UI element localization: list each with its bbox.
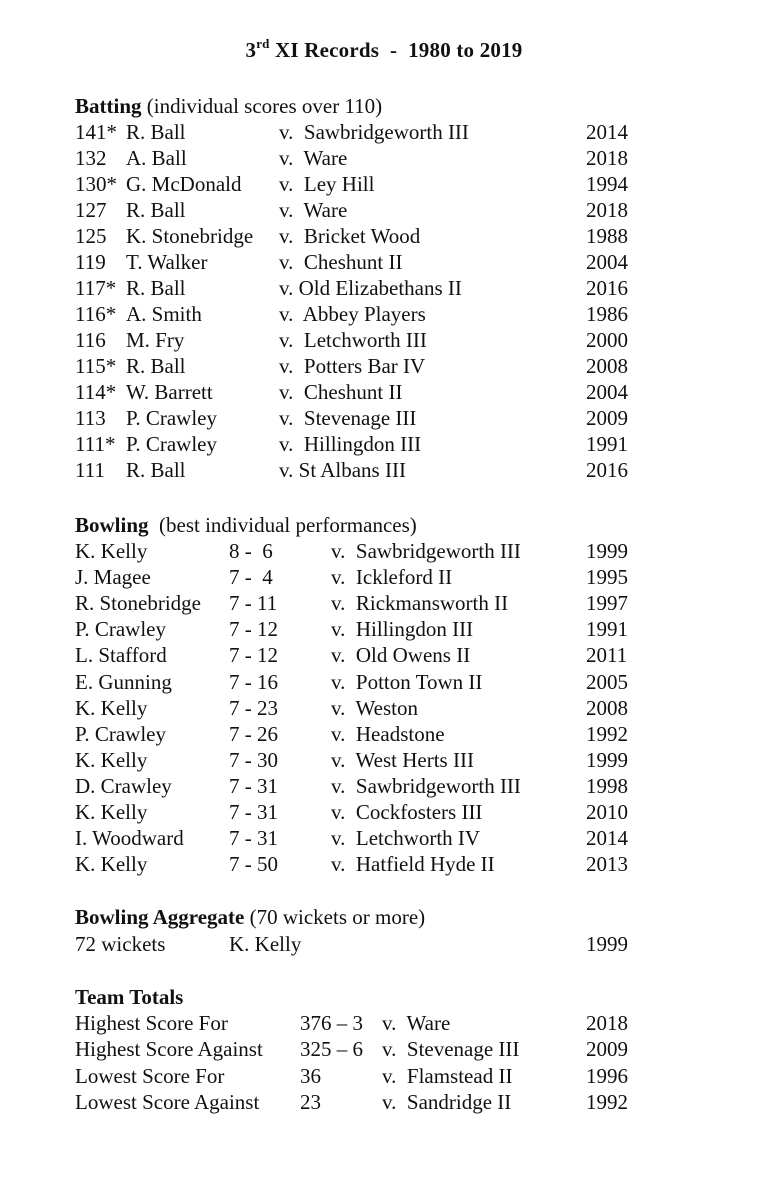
bowl-row <box>0 722 768 748</box>
bowl-name: K. Kelly <box>75 852 148 877</box>
bowl-year: 1991 <box>586 617 628 642</box>
bowl-name: L. Stafford <box>75 643 167 668</box>
bat-name: R. Ball <box>126 458 186 482</box>
bowl-name: P. Crawley <box>75 617 166 642</box>
bowl-year: 2005 <box>586 669 628 694</box>
batting-heading-label: Batting <box>75 94 142 118</box>
bowl-name: K. Kelly <box>75 800 148 824</box>
bowl-name: I. Woodward <box>75 826 184 851</box>
title-ordinal: rd <box>256 36 270 51</box>
bowling-heading-label: Bowling <box>75 513 149 537</box>
bowl-year: 1999 <box>586 539 628 563</box>
bowl-opp: v. Sawbridgeworth III <box>331 539 521 563</box>
team-label: Highest Score Against <box>75 1037 263 1062</box>
bat-year: 2004 <box>586 250 628 274</box>
bowl-figs: 8 - 6 <box>229 539 273 563</box>
bowl-figs: 7 - 12 <box>229 643 278 668</box>
bat-score: 125 <box>75 224 107 248</box>
bowling-heading <box>75 513 417 538</box>
aggregate-heading-label: Bowling Aggregate <box>75 905 245 929</box>
aggregate-heading <box>75 905 425 930</box>
bat-row <box>0 432 768 458</box>
bat-year: 1994 <box>586 172 628 196</box>
bat-opp: v. Sawbridgeworth III <box>279 120 469 144</box>
bat-opp: v. Ware <box>279 198 348 222</box>
bowl-name: K. Kelly <box>75 747 148 772</box>
bowl-figs: 7 - 31 <box>229 800 278 824</box>
bat-score: 127 <box>75 198 107 222</box>
bat-name: R. Ball <box>126 354 186 378</box>
bowl-name: D. Crawley <box>75 773 172 798</box>
bowl-opp: v. Cockfosters III <box>331 800 483 824</box>
bowl-row <box>0 670 768 696</box>
bat-opp: v. Ware <box>279 146 348 170</box>
bowl-opp: v. Weston <box>331 695 418 720</box>
bat-row <box>0 380 768 406</box>
bowl-row <box>0 826 768 852</box>
bat-row <box>0 250 768 276</box>
bowl-year: 1999 <box>586 747 628 772</box>
bat-name: A. Ball <box>126 146 187 170</box>
bowl-year: 2013 <box>586 852 628 877</box>
bowl-row <box>0 696 768 722</box>
bowl-figs: 7 - 11 <box>229 591 278 616</box>
team-opp: v. Ware <box>382 1011 451 1035</box>
bat-row <box>0 172 768 198</box>
team-totals-heading <box>75 985 183 1010</box>
agg-wkts: 72 wickets <box>75 932 166 956</box>
bat-year: 2016 <box>586 276 628 300</box>
team-totals-heading-label: Team Totals <box>75 985 184 1009</box>
batting-subheading: (individual scores over 110) <box>141 94 383 118</box>
bowling-subheading: (best individual performances) <box>148 513 417 537</box>
bowl-opp: v. Rickmansworth II <box>331 591 509 616</box>
bowl-year: 1992 <box>586 721 628 746</box>
bat-opp: v. Letchworth III <box>279 328 427 352</box>
team-score: 36 <box>300 1063 321 1088</box>
bat-year: 2018 <box>586 198 628 222</box>
bat-score: 114* <box>75 380 117 404</box>
bat-row <box>0 406 768 432</box>
agg-row <box>0 932 768 958</box>
batting-heading <box>75 94 382 119</box>
bat-name: T. Walker <box>126 250 208 274</box>
bat-score: 117* <box>75 276 117 300</box>
bowl-name: K. Kelly <box>75 695 148 720</box>
bat-row <box>0 354 768 380</box>
bowl-name: R. Stonebridge <box>75 591 201 616</box>
bat-row <box>0 458 768 484</box>
bowl-row <box>0 774 768 800</box>
page-title <box>0 38 768 63</box>
bowl-year: 2014 <box>586 826 628 851</box>
bat-opp: v. Abbey Players <box>279 302 426 326</box>
bat-row <box>0 146 768 172</box>
bat-score: 111 <box>75 458 105 482</box>
bowl-figs: 7 - 31 <box>229 773 278 798</box>
bat-opp: v. Ley Hill <box>279 172 375 196</box>
bat-year: 1991 <box>586 432 628 456</box>
bat-score: 119 <box>75 250 106 274</box>
bat-score: 116* <box>75 302 117 326</box>
bat-score: 132 <box>75 146 107 170</box>
bowl-year: 1995 <box>586 565 628 590</box>
bat-name: W. Barrett <box>126 380 213 404</box>
bowl-opp: v. Letchworth IV <box>331 826 481 851</box>
bowl-opp: v. Potton Town II <box>331 669 483 694</box>
bowl-year: 2011 <box>586 643 628 668</box>
bowl-row <box>0 565 768 591</box>
bowl-figs: 7 - 23 <box>229 695 278 720</box>
team-year: 2009 <box>586 1037 628 1062</box>
bat-row <box>0 224 768 250</box>
bat-opp: v. Hillingdon III <box>279 432 422 456</box>
agg-year: 1999 <box>586 932 628 956</box>
bat-name: G. McDonald <box>126 172 242 196</box>
team-score: 325 – 6 <box>300 1037 363 1062</box>
bowl-figs: 7 - 31 <box>229 826 278 851</box>
team-label: Highest Score For <box>75 1011 228 1035</box>
bat-year: 2018 <box>586 146 628 170</box>
bat-opp: v. Old Elizabethans II <box>279 276 462 300</box>
bat-opp: v. Bricket Wood <box>279 224 421 248</box>
bat-name: K. Stonebridge <box>126 224 254 248</box>
bat-row <box>0 198 768 224</box>
team-row <box>0 1037 768 1063</box>
team-opp: v. Sandridge II <box>382 1089 512 1114</box>
bowl-name: K. Kelly <box>75 539 148 563</box>
bowl-row <box>0 748 768 774</box>
bowl-figs: 7 - 12 <box>229 617 278 642</box>
bowl-row <box>0 617 768 643</box>
bowl-name: P. Crawley <box>75 721 166 746</box>
bowl-opp: v. Hillingdon III <box>331 617 474 642</box>
bat-year: 2014 <box>586 120 628 144</box>
team-year: 2018 <box>586 1011 628 1035</box>
bowl-name: E. Gunning <box>75 669 172 694</box>
bat-opp: v. St Albans III <box>279 458 406 482</box>
team-opp: v. Flamstead II <box>382 1063 513 1088</box>
bowl-figs: 7 - 4 <box>229 565 273 590</box>
bowl-figs: 7 - 50 <box>229 852 278 877</box>
bat-name: P. Crawley <box>126 406 217 430</box>
bowl-opp: v. Ickleford II <box>331 565 453 590</box>
team-label: Lowest Score For <box>75 1063 225 1088</box>
bat-opp: v. Cheshunt II <box>279 380 403 404</box>
bat-score: 111* <box>75 432 116 456</box>
bowl-figs: 7 - 30 <box>229 747 278 772</box>
bat-year: 2000 <box>586 328 628 352</box>
bat-year: 1986 <box>586 302 628 326</box>
bowl-opp: v. Sawbridgeworth III <box>331 773 521 798</box>
aggregate-subheading: (70 wickets or more) <box>244 905 426 929</box>
bat-year: 2008 <box>586 354 628 378</box>
bat-score: 115* <box>75 354 117 378</box>
bowl-row <box>0 643 768 669</box>
bowl-year: 1997 <box>586 591 628 616</box>
bat-name: R. Ball <box>126 276 186 300</box>
bat-row <box>0 120 768 146</box>
bowl-row <box>0 539 768 565</box>
bat-opp: v. Cheshunt II <box>279 250 403 274</box>
bat-name: P. Crawley <box>126 432 217 456</box>
title-prefix: 3 <box>245 38 257 62</box>
bat-name: R. Ball <box>126 198 186 222</box>
bat-opp: v. Potters Bar IV <box>279 354 426 378</box>
team-row <box>0 1011 768 1037</box>
bat-name: M. Fry <box>126 328 185 352</box>
bowl-figs: 7 - 16 <box>229 669 278 694</box>
bat-year: 2009 <box>586 406 628 430</box>
team-opp: v. Stevenage III <box>382 1037 520 1062</box>
team-label: Lowest Score Against <box>75 1089 260 1114</box>
team-score: 376 – 3 <box>300 1011 363 1035</box>
bat-score: 130* <box>75 172 117 196</box>
bowl-opp: v. Headstone <box>331 721 445 746</box>
team-row <box>0 1064 768 1090</box>
bowl-figs: 7 - 26 <box>229 721 278 746</box>
bat-year: 2016 <box>586 458 628 482</box>
team-year: 1992 <box>586 1089 628 1114</box>
bowl-year: 2010 <box>586 800 628 824</box>
bowl-row <box>0 852 768 878</box>
bowl-year: 2008 <box>586 695 628 720</box>
bowl-opp: v. West Herts III <box>331 747 474 772</box>
bowl-year: 1998 <box>586 773 628 798</box>
team-score: 23 <box>300 1089 321 1114</box>
bat-year: 1988 <box>586 224 628 248</box>
bat-year: 2004 <box>586 380 628 404</box>
bat-opp: v. Stevenage III <box>279 406 417 430</box>
bat-row <box>0 328 768 354</box>
bat-row <box>0 276 768 302</box>
bat-score: 113 <box>75 406 106 430</box>
bat-score: 141* <box>75 120 117 144</box>
bowl-opp: v. Hatfield Hyde II <box>331 852 495 877</box>
title-rest: XI Records - 1980 to 2019 <box>269 38 523 62</box>
team-row <box>0 1090 768 1116</box>
bowl-name: J. Magee <box>75 565 151 590</box>
bowl-row <box>0 800 768 826</box>
bat-score: 116 <box>75 328 106 352</box>
agg-name: K. Kelly <box>229 932 302 956</box>
bowl-opp: v. Old Owens II <box>331 643 471 668</box>
team-year: 1996 <box>586 1063 628 1088</box>
bat-row <box>0 302 768 328</box>
bowl-row <box>0 591 768 617</box>
bat-name: A. Smith <box>126 302 202 326</box>
bat-name: R. Ball <box>126 120 186 144</box>
